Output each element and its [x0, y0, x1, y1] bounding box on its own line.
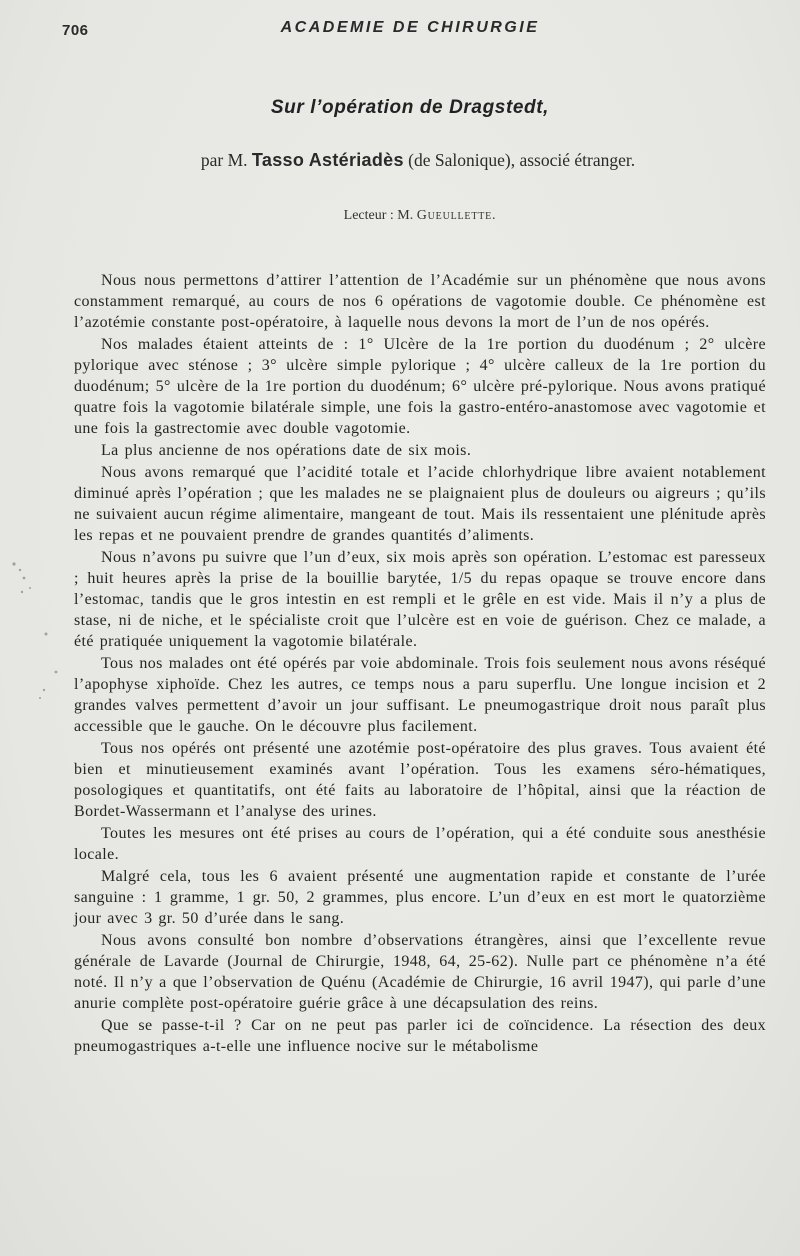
paragraph: Nous avons consulté bon nombre d’observations étrangères, ainsi que l’excellente revue générale de Lavarde (Journal de Chirurgie, 1948, 64, 25-62). Nulle part ce phénomène n’a été noté. Il n’y a que l’observation de Quénu (Académie de Chirurgie, 16 avril 1947), qui parle d’une anurie complète post-opératoire guérie grâce à une décapsulation des reins.: [74, 932, 766, 1012]
author-line: [0, 150, 800, 171]
paragraph: Que se passe-t-il ? Car on ne peut pas parler ici de coïncidence. La résection des deux pneumogastriques a-t-elle une influence nocive sur le métabolisme: [74, 1017, 766, 1055]
reader-line: [0, 208, 800, 224]
page-number: 706: [62, 22, 89, 39]
paragraph: Tous nos opérés ont présenté une azotémie post-opératoire des plus graves. Tous avaient été bien et minutieusement examinés avant l’opération. Tous les examens séro-hématiques, posologiques et quantitatifs, ont été faits au laboratoire de l’hôpital, ainsi que la réaction de Bordet-Wassermann et l’analyse des urines.: [74, 740, 766, 820]
running-head: ACADEMIE DE CHIRURGIE: [280, 19, 540, 36]
author-name: Tasso Astériadès: [251, 150, 404, 170]
author-affiliation: (de Salonique), associé étranger.: [403, 150, 636, 170]
paragraph: Toutes les mesures ont été prises au cours de l’opération, qui a été conduite sous anesthésie locale.: [74, 825, 766, 863]
article-body: [74, 270, 766, 1058]
reader-prefix: Lecteur : M.: [343, 208, 417, 223]
reader-name: Gueullette.: [416, 208, 497, 223]
paragraph: Nos malades étaient atteints de : 1° Ulcère de la 1re portion du duodénum ; 2° ulcère pylorique avec sténose ; 3° ulcère simple pylorique ; 4° ulcère calleux de la 1re portion du duodénum; 5° ulcère de la 1re portion du duodénum; 6° ulcère pré-pylorique. Nous avons pratiqué quatre fois la vagotomie bilatérale simple, une fois la gastro-entéro-anastomose avec vagotomie et une fois la gastrectomie avec double vagotomie.: [74, 336, 766, 437]
margin-smudge-marks: [0, 548, 60, 728]
paragraph: Malgré cela, tous les 6 avaient présenté une augmentation rapide et constante de l’urée sanguine : 1 gramme, 1 gr. 50, 2 grammes, plus encore. L’un d’eux en est mort le quatorzième jour avec 3 gr. 50 d’urée dans le sang.: [74, 868, 766, 927]
paragraph: Nous n’avons pu suivre que l’un d’eux, six mois après son opération. L’estomac est paresseux ; huit heures après la prise de la bouillie barytée, 1/5 du repas opaque se trouve encore dans l’estomac, tandis que le gros intestin en est rempli et le grêle en est vide. Mais il n’y a plus de stase, ni de niche, et le spécialiste croit que l’ulcère est en voie de guérison. Chez ce malade, a été pratiquée uniquement la vagotomie bilatérale.: [74, 549, 766, 650]
author-prefix: par M.: [200, 150, 252, 170]
paragraph: La plus ancienne de nos opérations date de six mois.: [101, 442, 472, 459]
paragraph: Nous nous permettons d’attirer l’attention de l’Académie sur un phénomène que nous avons constamment remarqué, au cours de nos 6 opérations de vagotomie double. Ce phénomène est l’azotémie constante post-opératoire, à laquelle nous devons la mort de l’un de nos opérés.: [74, 272, 766, 331]
paragraph: Nous avons remarqué que l’acidité totale et l’acide chlorhydrique libre avaient notablement diminué après l’opération ; que les malades ne se plaignaient plus de douleurs ou aigreurs ; qu’ils ne suivaient aucun régime alimentaire, mangeant de tout. Mais ils ressentaient une plénitude après les repas et ne pouvaient prendre de grandes quantités d’aliments.: [74, 464, 766, 544]
article-title: Sur l’opération de Dragstedt,: [270, 97, 550, 118]
paragraph: Tous nos malades ont été opérés par voie abdominale. Trois fois seulement nous avons réséqué l’apophyse xiphoïde. Chez les autres, ce temps nous a paru superflu. Une longue incision et 2 grandes valves permettent d’avoir un jour suffisant. Le pneumogastrique droit nous paraît plus accessible que le gauche. On le découvre plus facilement.: [74, 655, 767, 735]
